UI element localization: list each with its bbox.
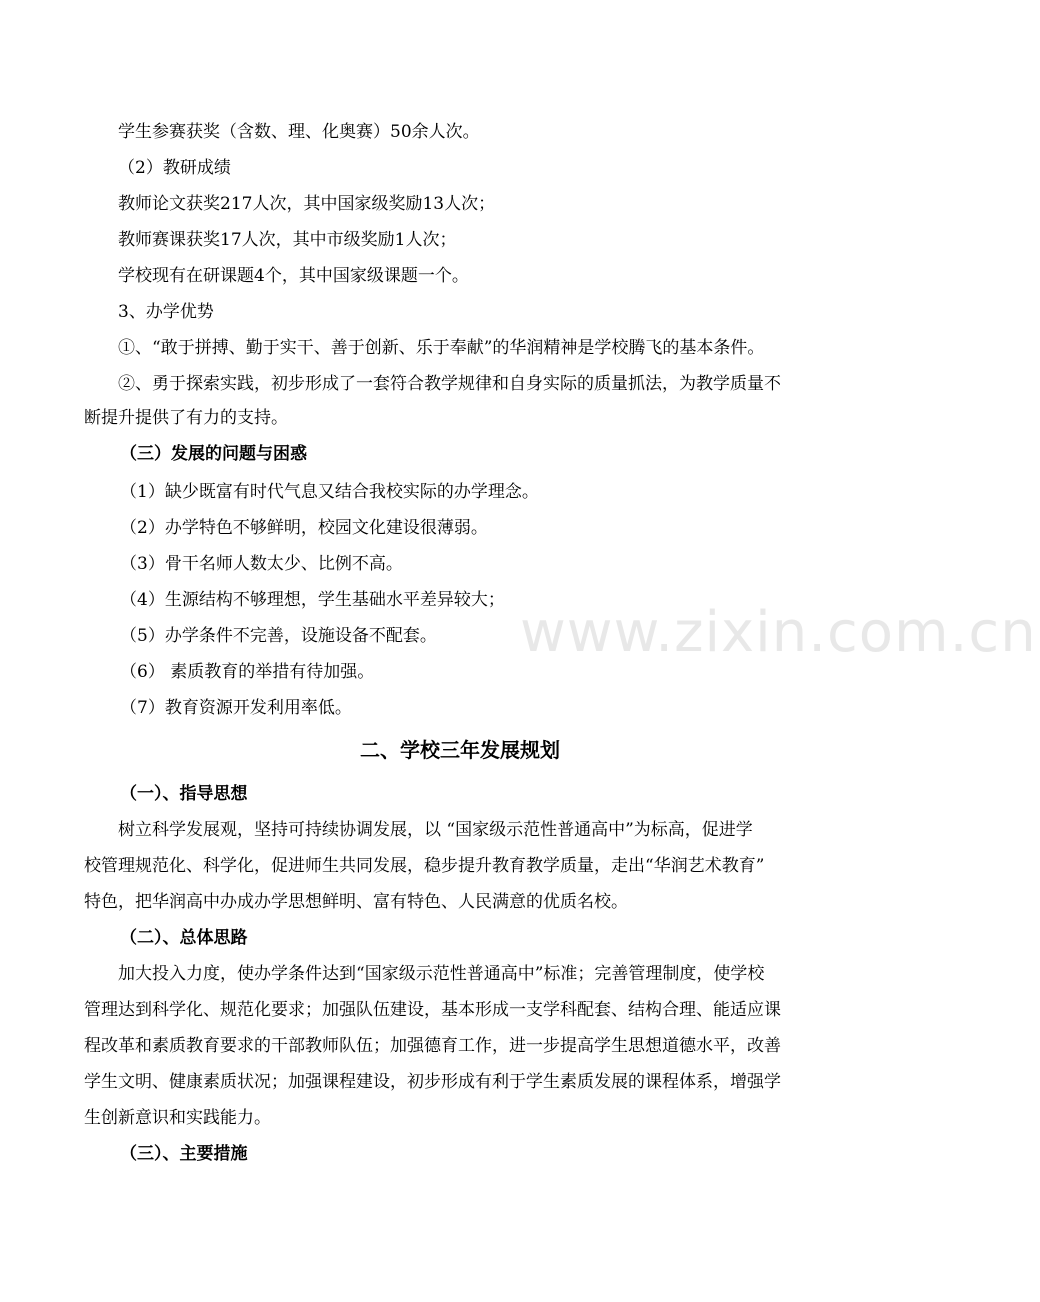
paragraph-line: 学校现有在研课题4个，其中国家级课题一个。 bbox=[118, 266, 469, 286]
paragraph-line: 特色，把华润高中办成办学思想鲜明、富有特色、人民满意的优质名校。 bbox=[84, 892, 628, 912]
paragraph-line: 管理达到科学化、规范化要求；加强队伍建设，基本形成一支学科配套、结构合理、能适应课 bbox=[84, 1000, 781, 1020]
paragraph-line: ①、“敢于拼搏、勤于实干、善于创新、乐于奉献”的华润精神是学校腾飞的基本条件。 bbox=[118, 338, 765, 358]
paragraph-line: 学生参赛获奖（含数、理、化奥赛）50余人次。 bbox=[118, 122, 480, 142]
list-item: （7）教育资源开发利用率低。 bbox=[120, 698, 352, 718]
paragraph-line: 教师论文获奖217人次，其中国家级奖励13人次； bbox=[118, 194, 496, 214]
list-item: （4）生源结构不够理想，学生基础水平差异较大； bbox=[120, 590, 505, 610]
paragraph-line: 教师赛课获奖17人次，其中市级奖励1人次； bbox=[118, 230, 457, 250]
paragraph-line: 生创新意识和实践能力。 bbox=[84, 1108, 271, 1128]
page-title: 二、学校三年发展规划 bbox=[360, 738, 560, 762]
list-item: （6） 素质教育的举措有待加强。 bbox=[120, 662, 375, 682]
watermark-text: www.zixin.com.cn bbox=[520, 600, 1037, 665]
subheading-research: （2）教研成绩 bbox=[118, 158, 231, 178]
list-item: （5）办学条件不完善，设施设备不配套。 bbox=[120, 626, 437, 646]
subheading-advantages: 3、办学优势 bbox=[118, 302, 214, 322]
section-heading-overall: （二）、总体思路 bbox=[120, 928, 248, 948]
list-item: （3）骨干名师人数太少、比例不高。 bbox=[120, 554, 403, 574]
paragraph-line: 校管理规范化、科学化，促进师生共同发展，稳步提升教育教学质量，走出“华润艺术教育” bbox=[84, 856, 765, 876]
paragraph-line: ②、勇于探索实践，初步形成了一套符合教学规律和自身实际的质量抓法，为教学质量不 bbox=[118, 374, 781, 394]
section-heading-guiding: （一）、指导思想 bbox=[120, 784, 248, 804]
section-heading-measures: （三）、主要措施 bbox=[120, 1144, 248, 1164]
paragraph-line: 加大投入力度，使办学条件达到“国家级示范性普通高中”标准；完善管理制度，使学校 bbox=[118, 964, 765, 984]
list-item: （1）缺少既富有时代气息又结合我校实际的办学理念。 bbox=[120, 482, 539, 502]
paragraph-line: 程改革和素质教育要求的干部教师队伍；加强德育工作，进一步提高学生思想道德水平，改善 bbox=[84, 1036, 781, 1056]
paragraph-line: 学生文明、健康素质状况；加强课程建设，初步形成有利于学生素质发展的课程体系，增强学 bbox=[84, 1072, 781, 1092]
section-heading-problems: （三）发展的问题与困惑 bbox=[120, 444, 307, 464]
paragraph-line: 树立科学发展观，坚持可持续协调发展，以 “国家级示范性普通高中”为标高，促进学 bbox=[118, 820, 753, 840]
paragraph-line: 断提升提供了有力的支持。 bbox=[84, 408, 288, 428]
list-item: （2）办学特色不够鲜明，校园文化建设很薄弱。 bbox=[120, 518, 488, 538]
